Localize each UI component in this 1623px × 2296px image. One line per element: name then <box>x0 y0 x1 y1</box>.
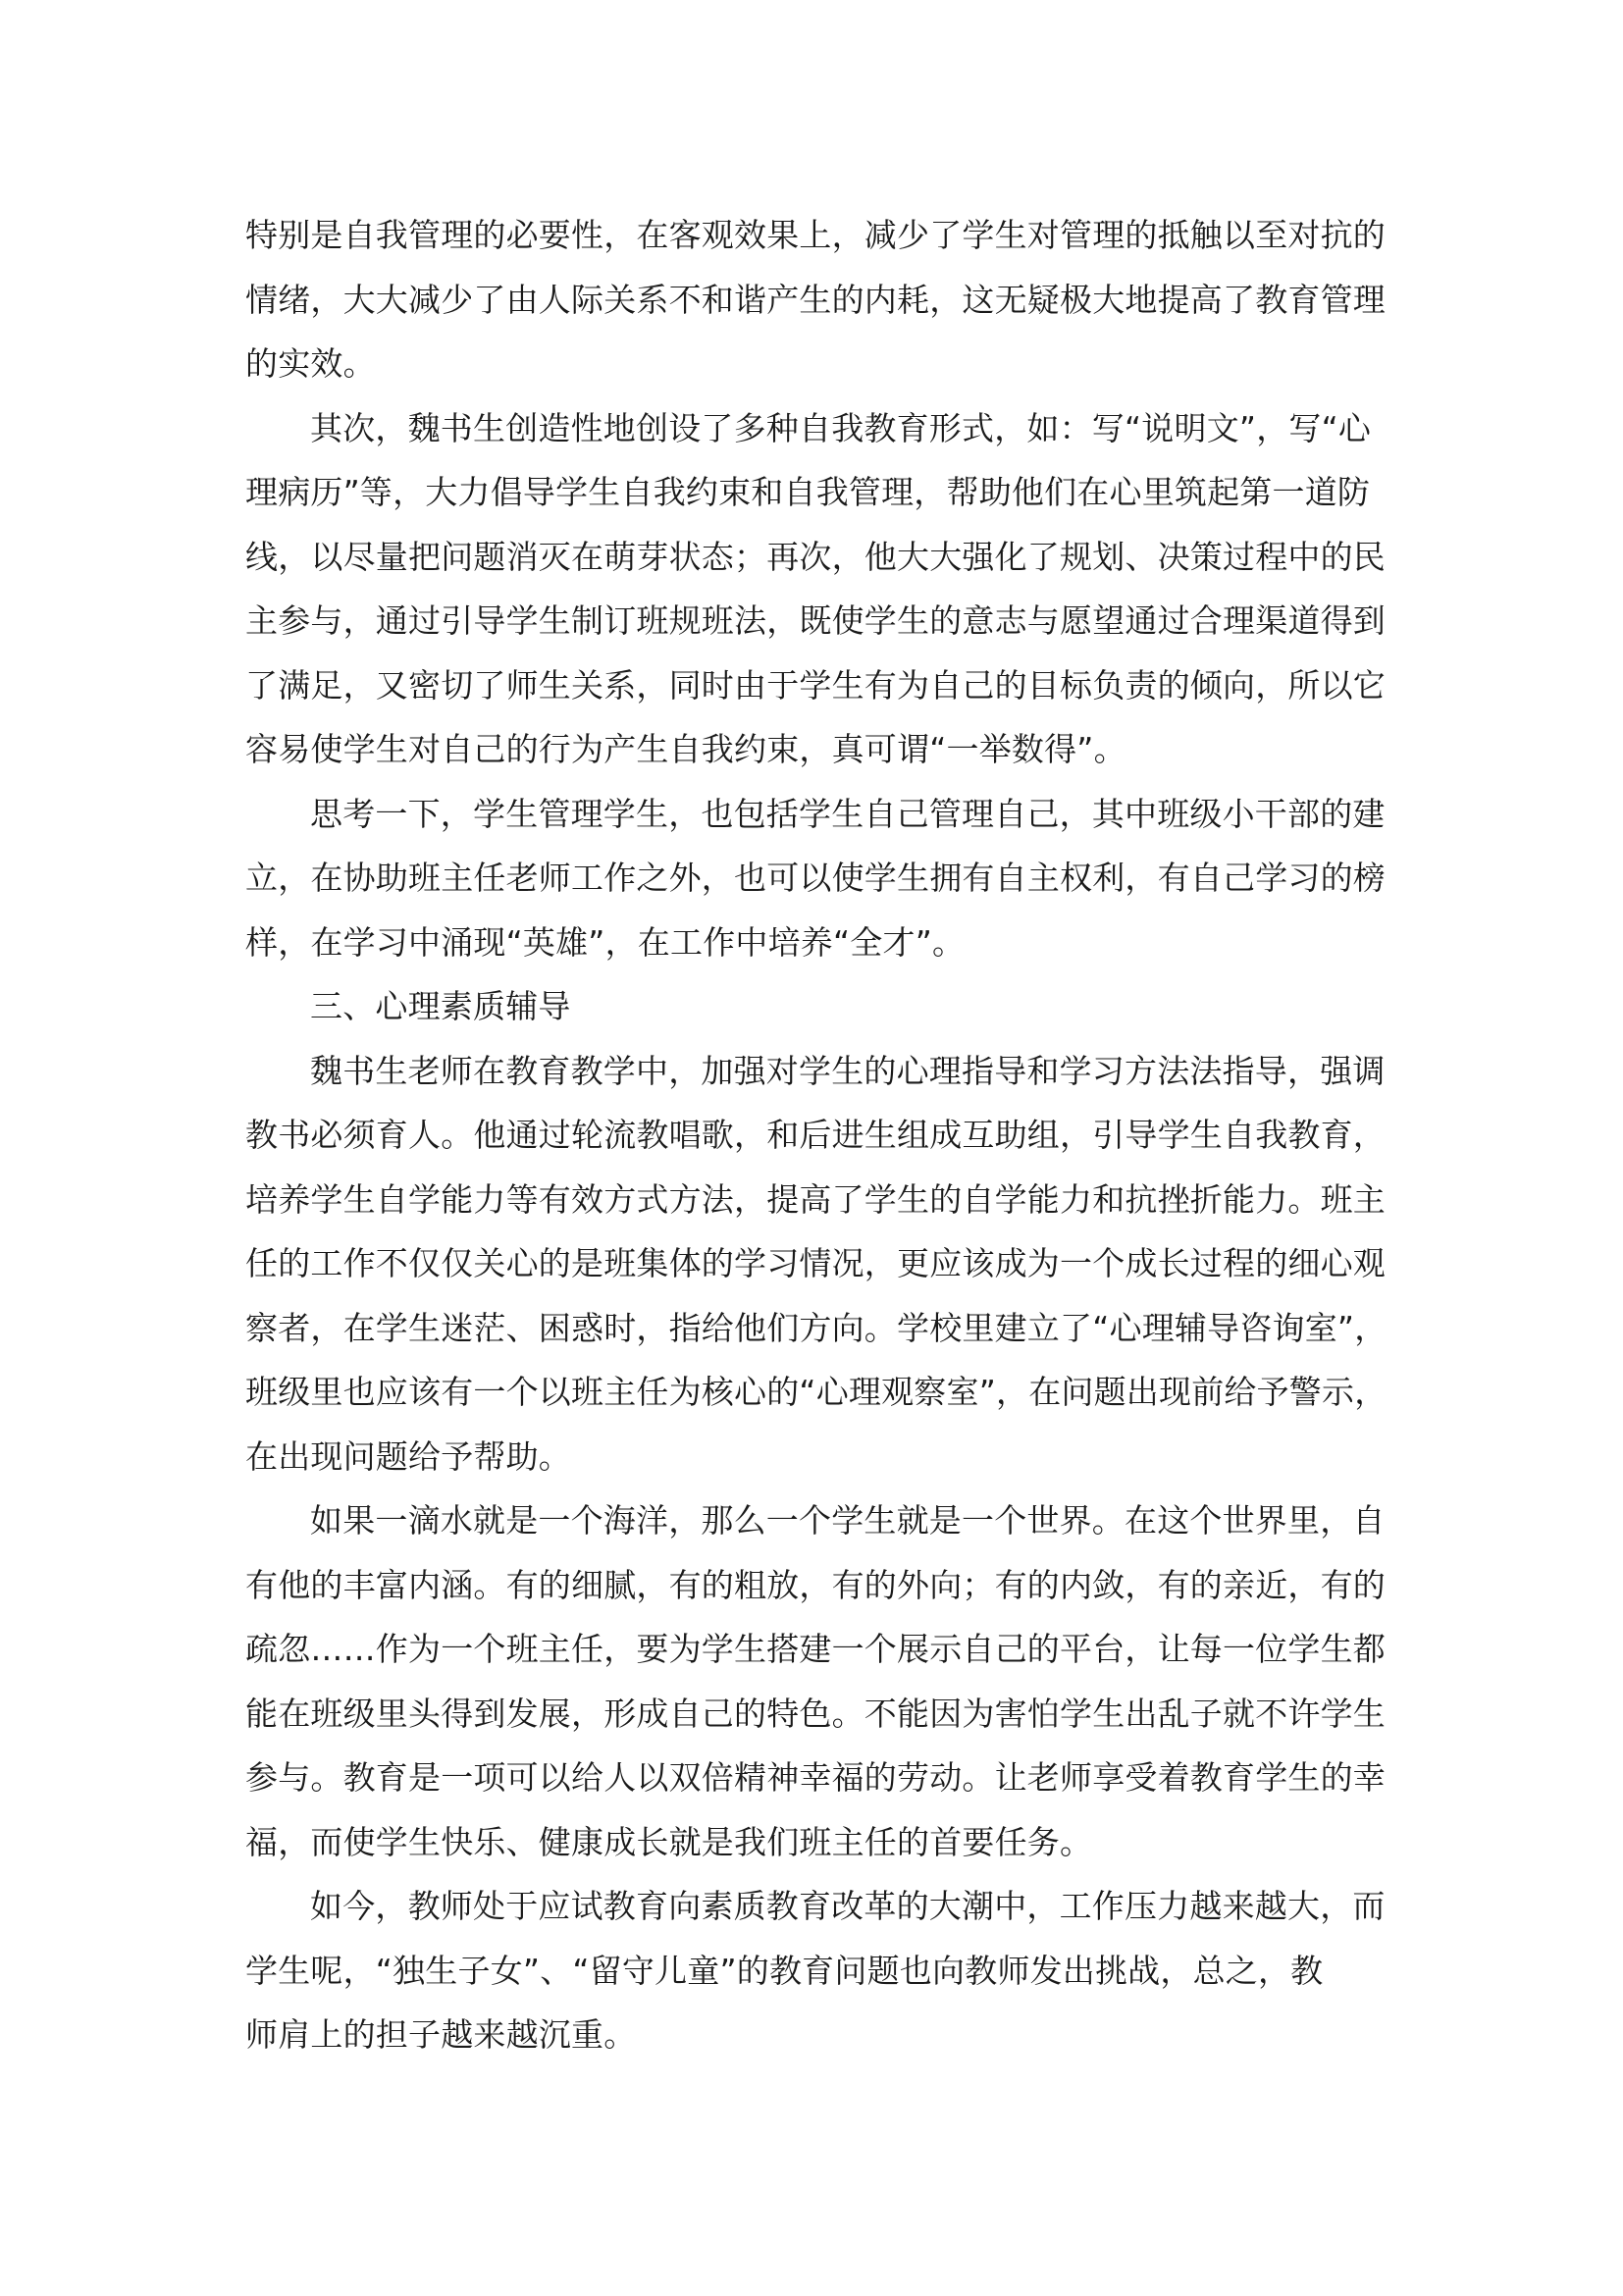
text-line: 如今，教师处于应试教育向素质教育改革的大潮中，工作压力越来越大，而 <box>310 1887 1386 1925</box>
text-line: 在出现问题给予帮助。 <box>245 1436 571 1476</box>
text-line: 培养学生自学能力等有效方式方法，提高了学生的自学能力和抗挫折能力。班主 <box>245 1179 1386 1219</box>
text-line: 福，而使学生快乐、健康成长就是我们班主任的首要任务。 <box>245 1822 1093 1861</box>
document-body <box>245 203 1393 2067</box>
text-line: 的实效。 <box>245 344 376 383</box>
text-line: 主参与，通过引导学生制订班规班法，既使学生的意志与愿望通过合理渠道得到 <box>245 601 1386 640</box>
text-line: 察者，在学生迷茫、困惑时，指给他们方向。学校里建立了“心理辅导咨询室”， <box>245 1308 1387 1347</box>
text-line: 样，在学习中涌现“英雄”，在工作中培养“全才”。 <box>245 922 966 962</box>
text-line: 师肩上的担子越来越沉重。 <box>245 2015 637 2054</box>
text-line: 疏忽……作为一个班主任，要为学生搭建一个展示自己的平台，让每一位学生都 <box>245 1630 1386 1668</box>
text-line: 三、心理素质辅导 <box>310 987 571 1025</box>
text-line: 了满足，又密切了师生关系，同时由于学生有为自己的目标负责的倾向，所以它 <box>245 665 1386 704</box>
text-line: 参与。教育是一项可以给人以双倍精神幸福的劳动。让老师享受着教育学生的幸 <box>245 1758 1386 1797</box>
text-line: 容易使学生对自己的行为产生自我约束，真可谓“一举数得”。 <box>245 730 1126 768</box>
text-line: 其次，魏书生创造性地创设了多种自我教育形式，如：写“说明文”，写“心 <box>310 408 1372 447</box>
text-line: 立，在协助班主任老师工作之外，也可以使学生拥有自主权利，有自己学习的榜 <box>245 859 1386 897</box>
text-line: 教书必须育人。他通过轮流教唱歌，和后进生组成互助组，引导学生自我教育， <box>245 1116 1386 1154</box>
text-line: 特别是自我管理的必要性，在客观效果上，减少了学生对管理的抵触以至对抗的 <box>245 216 1386 254</box>
text-line: 情绪，大大减少了由人际关系不和谐产生的内耗，这无疑极大地提高了教育管理 <box>245 280 1386 319</box>
text-line: 如果一滴水就是一个海洋，那么一个学生就是一个世界。在这个世界里，自 <box>310 1501 1386 1539</box>
text-line: 魏书生老师在教育教学中，加强对学生的心理指导和学习方法法指导，强调 <box>310 1051 1386 1090</box>
text-line: 班级里也应该有一个以班主任为核心的“心理观察室”，在问题出现前给予警示， <box>245 1373 1387 1411</box>
text-line: 学生呢，“独生子女”、“留守儿童”的教育问题也向教师发出挑战，总之，教 <box>245 1951 1324 1990</box>
text-line: 有他的丰富内涵。有的细腻，有的粗放，有的外向；有的内敛，有的亲近，有的 <box>245 1565 1386 1604</box>
text-line: 思考一下，学生管理学生，也包括学生自己管理自己，其中班级小干部的建 <box>310 794 1386 833</box>
text-line: 理病历”等，大力倡导学生自我约束和自我管理，帮助他们在心里筑起第一道防 <box>245 473 1371 511</box>
text-line: 任的工作不仅仅关心的是班集体的学习情况，更应该成为一个成长过程的细心观 <box>245 1244 1386 1282</box>
text-line: 线，以尽量把问题消灭在萌芽状态；再次，他大大强化了规划、决策过程中的民 <box>245 537 1386 576</box>
text-line: 能在班级里头得到发展，形成自己的特色。不能因为害怕学生出乱子就不许学生 <box>245 1694 1386 1733</box>
